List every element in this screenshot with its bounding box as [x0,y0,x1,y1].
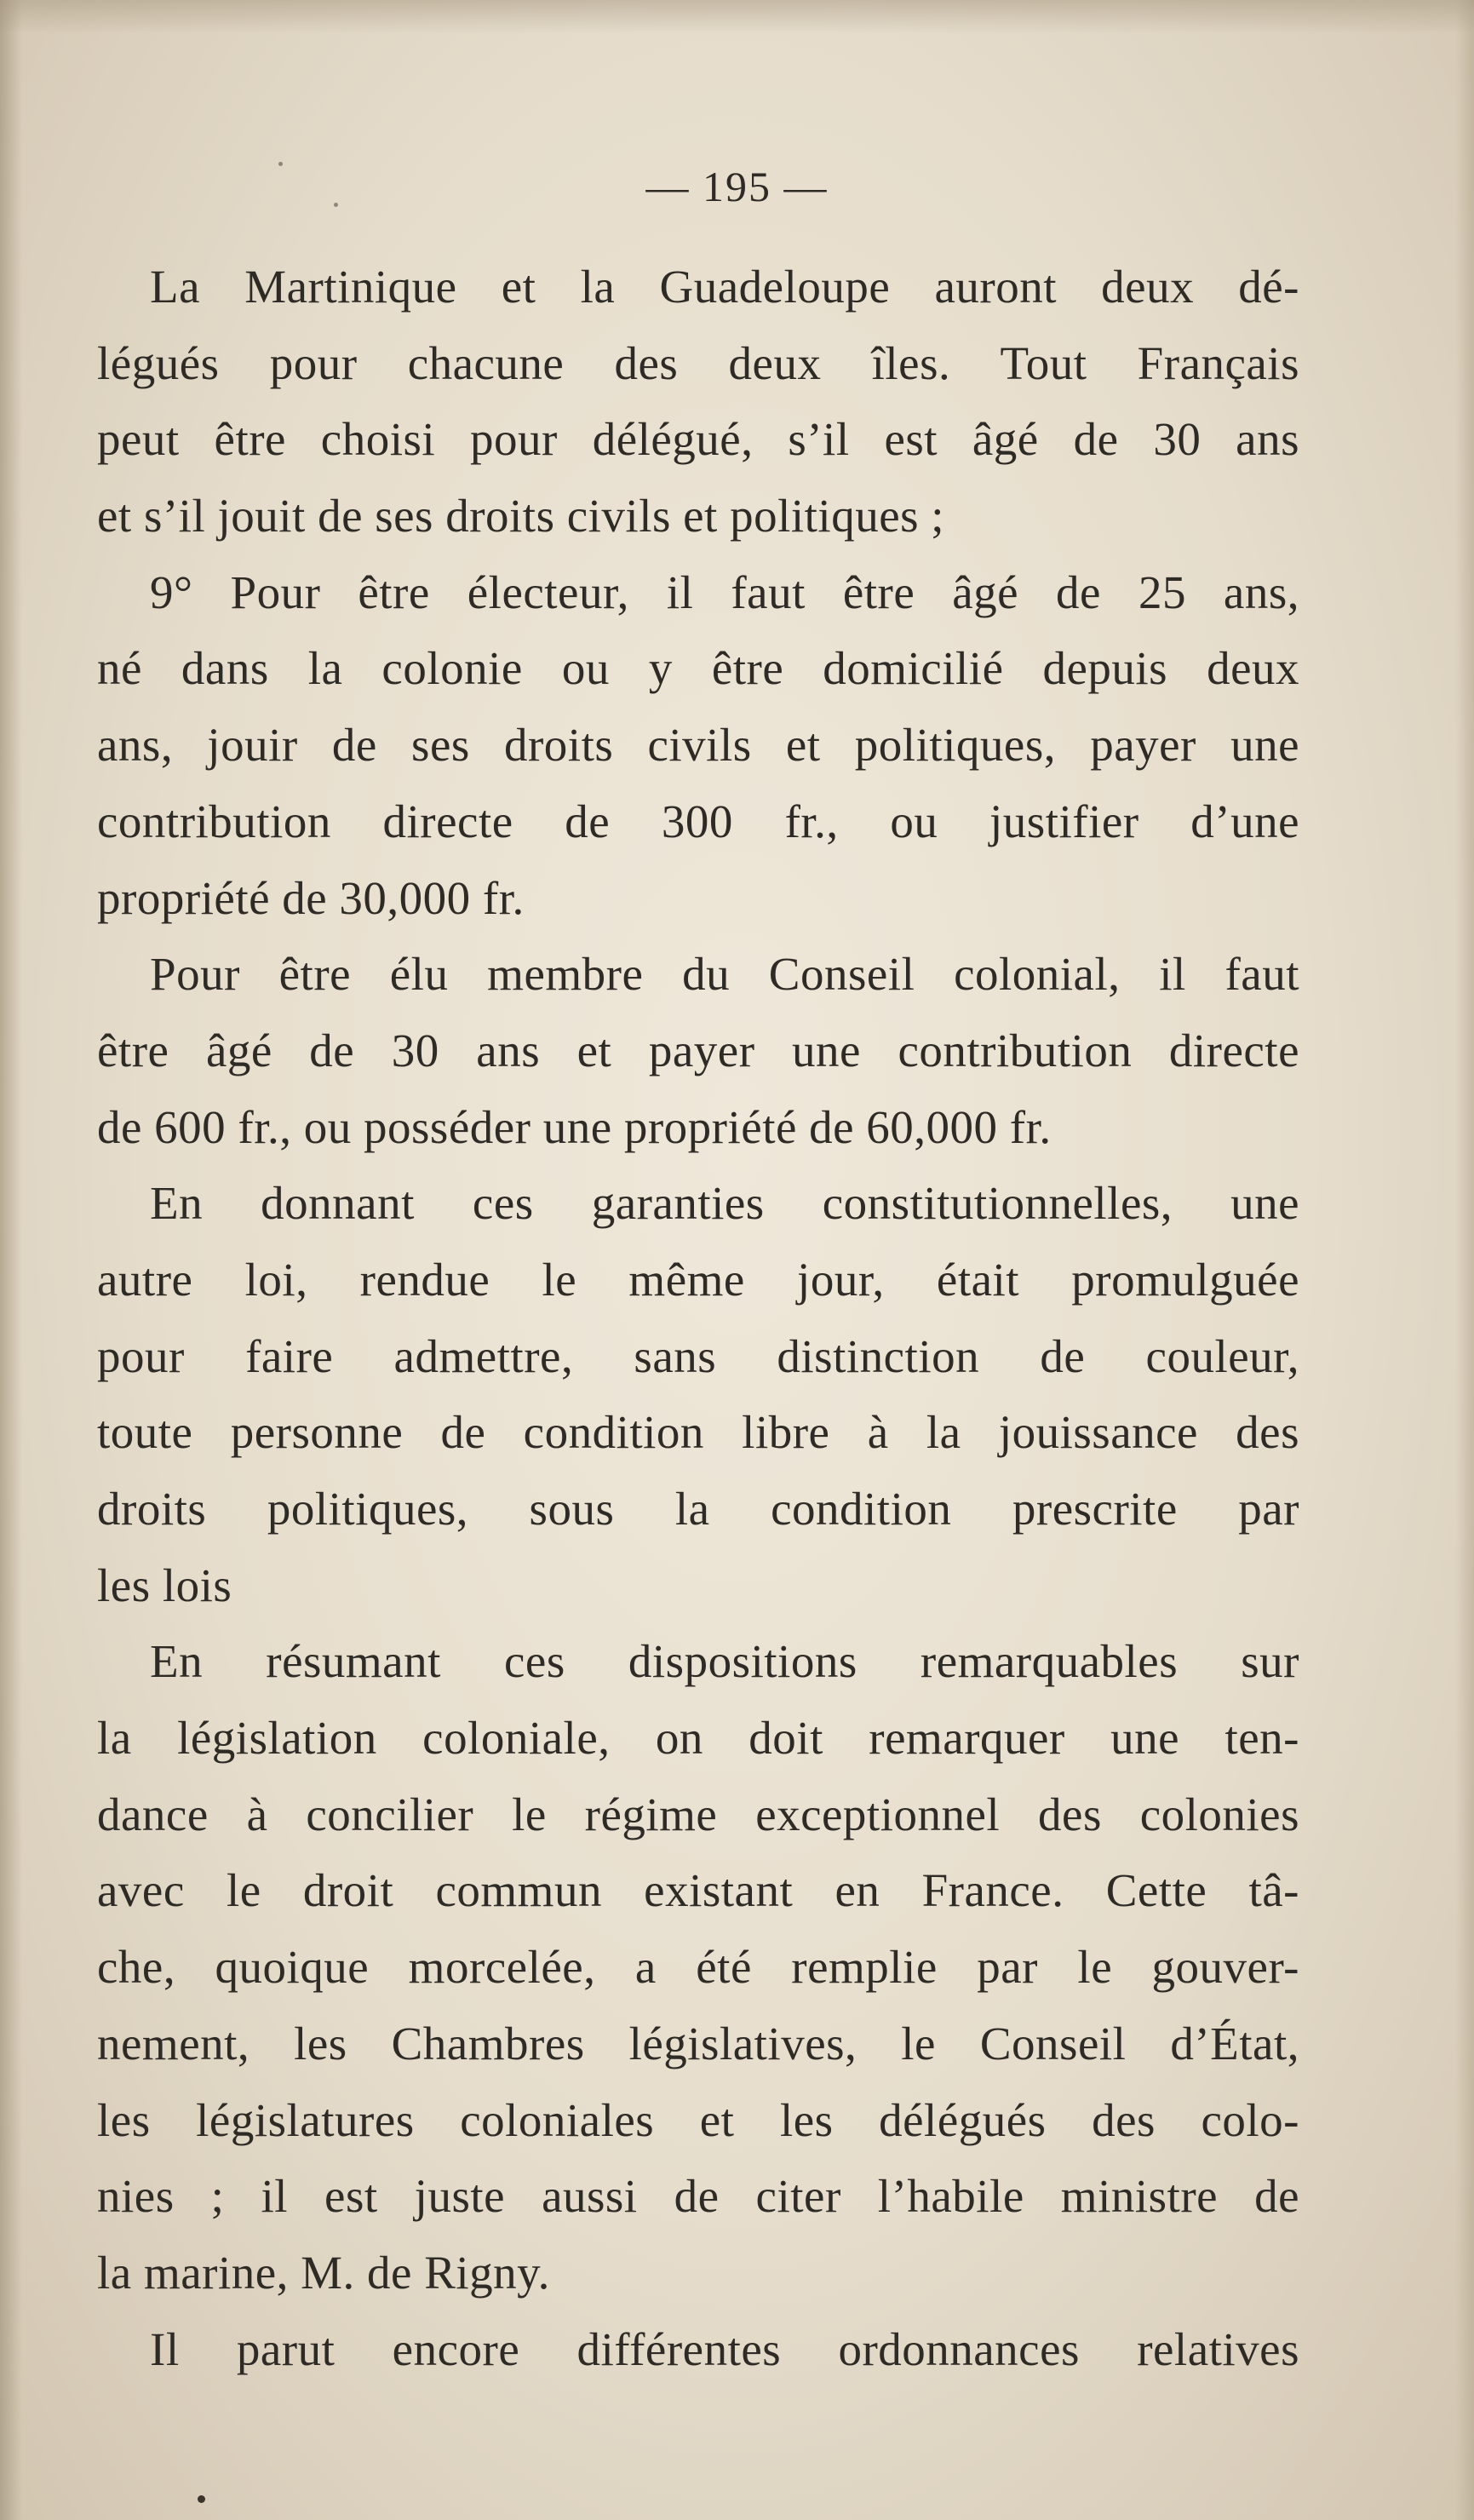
text-line: né dans la colonie ou y être domicilié depuis deux [97,642,1299,695]
text-line: En résumant ces dispositions remarquables sur [150,1635,1299,1688]
text-line: nement, les Chambres législatives, le Conseil d’État, [97,2017,1299,2069]
page-edge-shadow-right [1455,0,1474,2520]
text-line: la marine, M. de Rigny. [97,2246,550,2299]
text-line: En donnant ces garanties constitutionnelles, une [150,1177,1299,1230]
text-line: 9° Pour être électeur, il faut être âgé de 25 ans, [150,565,1299,618]
text-line: droits politiques, sous la condition prescrite par [97,1483,1299,1535]
page-number: — 195 — [645,163,829,210]
text-line: La Martinique et la Guadeloupe auront deux dé- [150,261,1299,313]
text-line: dance à concilier le régime exceptionnel des colonies [97,1788,1299,1840]
text-line: nies ; il est juste aussi de citer l’habile ministre de [97,2170,1299,2223]
text-line: propriété de 30,000 fr. [97,871,525,924]
text-line: autre loi, rendue le même jour, était promulguée [97,1253,1299,1306]
text-line: de 600 fr., ou posséder une propriété de 60,000 fr. [97,1100,1052,1153]
paper-speck [278,162,283,166]
text-line: Il parut encore différentes ordonnances relatives [150,2322,1299,2375]
text-line: être âgé de 30 ans et payer une contribution directe [97,1024,1299,1076]
text-line: les lois [97,1558,232,1611]
text-line: et s’il jouit de ses droits civils et politiques ; [97,490,945,542]
text-line: ans, jouir de ses droits civils et politiques, payer une [97,719,1299,772]
text-line: contribution directe de 300 fr., ou justifier d’une [97,795,1299,847]
text-line: la législation coloniale, on doit remarquer une ten- [97,1712,1299,1765]
text-line: peut être choisi pour délégué, s’il est âgé de 30 ans [97,413,1299,466]
body-text [97,249,1299,2387]
page-edge-shadow-top [0,0,1474,34]
paper-speck [198,2495,205,2503]
text-line: les législatures coloniales et les délégués des colo- [97,2093,1299,2146]
text-line: toute personne de condition libre à la jouissance des [97,1406,1299,1459]
text-line: avec le droit commun existant en France. Cette tâ- [97,1864,1299,1917]
page-edge-shadow-left [0,0,22,2520]
paper-speck [334,203,338,207]
text-line: pour faire admettre, sans distinction de couleur, [97,1329,1299,1382]
text-line: Pour être élu membre du Conseil colonial, il faut [150,948,1299,1001]
text-line: che, quoique morcelée, a été remplie par le gouver- [97,1941,1299,1994]
text-line: légués pour chacune des deux îles. Tout Français [97,336,1299,389]
